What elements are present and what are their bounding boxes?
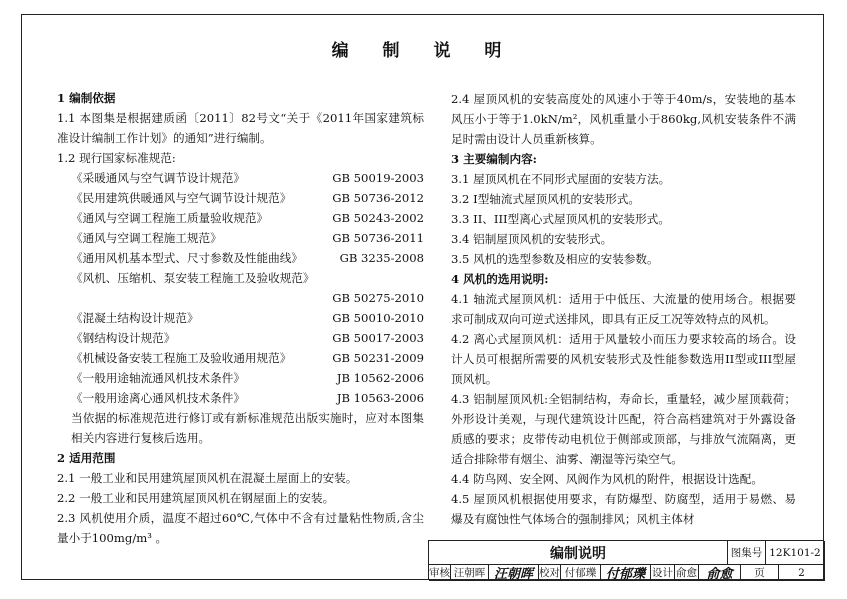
design-label: 设计 [652,567,673,579]
check-label: 校对 [539,567,560,579]
section-3-heading: 3 主要编制内容: [451,152,537,166]
drawing-name: 编制说明 [429,541,728,565]
standard-row [57,368,424,388]
page-number: 2 [779,565,825,581]
checker-signature: 付郁瓅 [601,565,651,581]
clause-4-2: 4.2 离心式屋顶风机：适用于风量较小而压力要求较高的场合。设计人员可根据所需要的风机安装形式及性能参数选用II型或III型屋顶风机。 [451,332,796,386]
designer-name: 俞愈 [676,567,697,579]
clause-4-4: 4.4 防鸟网、安全网、风阀作为风机的附件，根据设计选配。 [451,472,763,486]
standard-row [57,248,424,268]
atlas-label: 图集号 [728,541,766,565]
clause-2-2: 2.2 一般工业和民用建筑屋顶风机在钢屋面上的安装。 [57,491,335,505]
page-title: 编 制 说 明 [331,41,516,61]
clause-4-3: 4.3 铝制屋顶风机:全铝制结构，寿命长，重量轻，减少屋顶载荷；外形设计美观，与现代建筑设计匹配，符合高档建筑对于外露设备质感的要求；皮带传动电机位于侧部或顶部，与排放气流隔离，更适合排除带有烟尘、油雾、潮湿等污染空气。 [451,392,796,466]
standard-name: 《钢结构设计规范》 [71,331,176,345]
clause-4-1: 4.1 轴流式屋顶风机：适用于中低压、大流量的使用场合。根据要求可制成双向可逆式送排风，即具有正反工况等效特点的风机。 [451,292,796,326]
standard-row [57,388,424,408]
revision-note: 当依据的标准规范进行修订或有新标准规范出版实施时，应对本图集相关内容进行复核后选用。 [71,411,424,445]
review-label: 审核 [429,567,450,579]
standard-code: GB 50017-2003 [332,331,424,345]
standard-code: GB 50736-2011 [332,231,424,245]
standard-name: 《一般用途离心通风机技术条件》 [71,391,245,405]
standard-code: GB 50231-2009 [332,351,424,365]
clause-3-5: 3.5 风机的选型参数及相应的安装参数。 [451,252,659,266]
section-1-heading: 1 编制依据 [57,91,116,105]
standard-name: 《通风与空调工程施工规范》 [71,231,222,245]
standard-row [57,328,424,348]
checker-name: 付郁瓅 [561,565,601,581]
standard-row [57,348,424,368]
standard-name: 《一般用途轴流通风机技术条件》 [71,371,245,385]
standard-name: 《采暖通风与空气调节设计规范》 [71,171,245,185]
standard-name: 《风机、压缩机、泵安装工程施工及验收规范》 [71,271,315,285]
atlas-number: 12K101-2 [766,541,825,565]
standard-name: 《混凝土结构设计规范》 [71,311,199,325]
standard-code: GB 50243-2002 [332,211,424,225]
clause-1-2: 1.2 现行国家标准规范: [57,151,176,165]
clause-3-2: 3.2 I型轴流式屋顶风机的安装形式。 [451,192,641,206]
clause-2-1: 2.1 一般工业和民用建筑屋顶风机在混凝土屋面上的安装。 [57,471,358,485]
standard-code: JB 10563-2006 [336,391,424,405]
standard-name: 《机械设备安装工程施工及验收通用规范》 [71,351,292,365]
standard-code: GB 50010-2010 [332,311,424,325]
standard-code: GB 50736-2012 [332,191,424,205]
standard-name: 《民用建筑供暖通风与空气调节设计规范》 [71,191,292,205]
standard-code: GB 50019-2003 [332,171,424,185]
section-4-heading: 4 风机的选用说明: [451,272,549,286]
title-block [428,540,824,580]
clause-1-1: 1.1 本图集是根据建质函〔2011〕82号文“关于《2011年国家建筑标准设计编制工作计划》的通知”进行编制。 [57,111,424,145]
clause-2-3: 2.3 风机使用介质，温度不超过60℃,气体中不含有过量粘性物质,含尘量小于100mg/m³ 。 [57,511,424,545]
standard-row [57,168,424,188]
reviewer-name: 汪朝晖 [451,565,489,581]
standard-row [57,308,424,328]
clause-3-3: 3.3 II、III型离心式屋顶风机的安装形式。 [451,212,670,226]
clause-4-5: 4.5 屋顶风机根据使用要求，有防爆型、防腐型，适用于易燃、易爆及有腐蚀性气体场合的强制排风；风机主体材 [451,492,796,526]
standard-name: 《通风与空调工程施工质量验收规范》 [71,211,269,225]
standard-name: 《通用风机基本型式、尺寸参数及性能曲线》 [71,251,303,265]
designer-signature: 俞愈 [699,565,741,581]
page-label: 页 [741,565,779,581]
section-2-heading: 2 适用范围 [57,451,116,465]
standard-code: JB 10562-2006 [336,371,424,385]
clause-2-4: 2.4 屋顶风机的安装高度处的风速小于等于40m/s，安装地的基本风压小于等于1.0kN/m²，风机重量小于860kg,风机安装条件不满足时需由设计人员重新核算。 [451,92,796,146]
standard-row [57,208,424,228]
standard-row [57,228,424,248]
standard-code: GB 50275-2010 [332,291,424,305]
left-column [57,88,424,548]
clause-3-1: 3.1 屋顶风机在不同形式屋面的安装方法。 [451,172,671,186]
right-column [451,89,796,529]
standard-code: GB 3235-2008 [339,251,424,265]
reviewer-signature: 汪朝晖 [489,565,539,581]
standard-row [57,188,424,208]
clause-3-4: 3.4 铝制屋顶风机的安装形式。 [451,232,613,246]
